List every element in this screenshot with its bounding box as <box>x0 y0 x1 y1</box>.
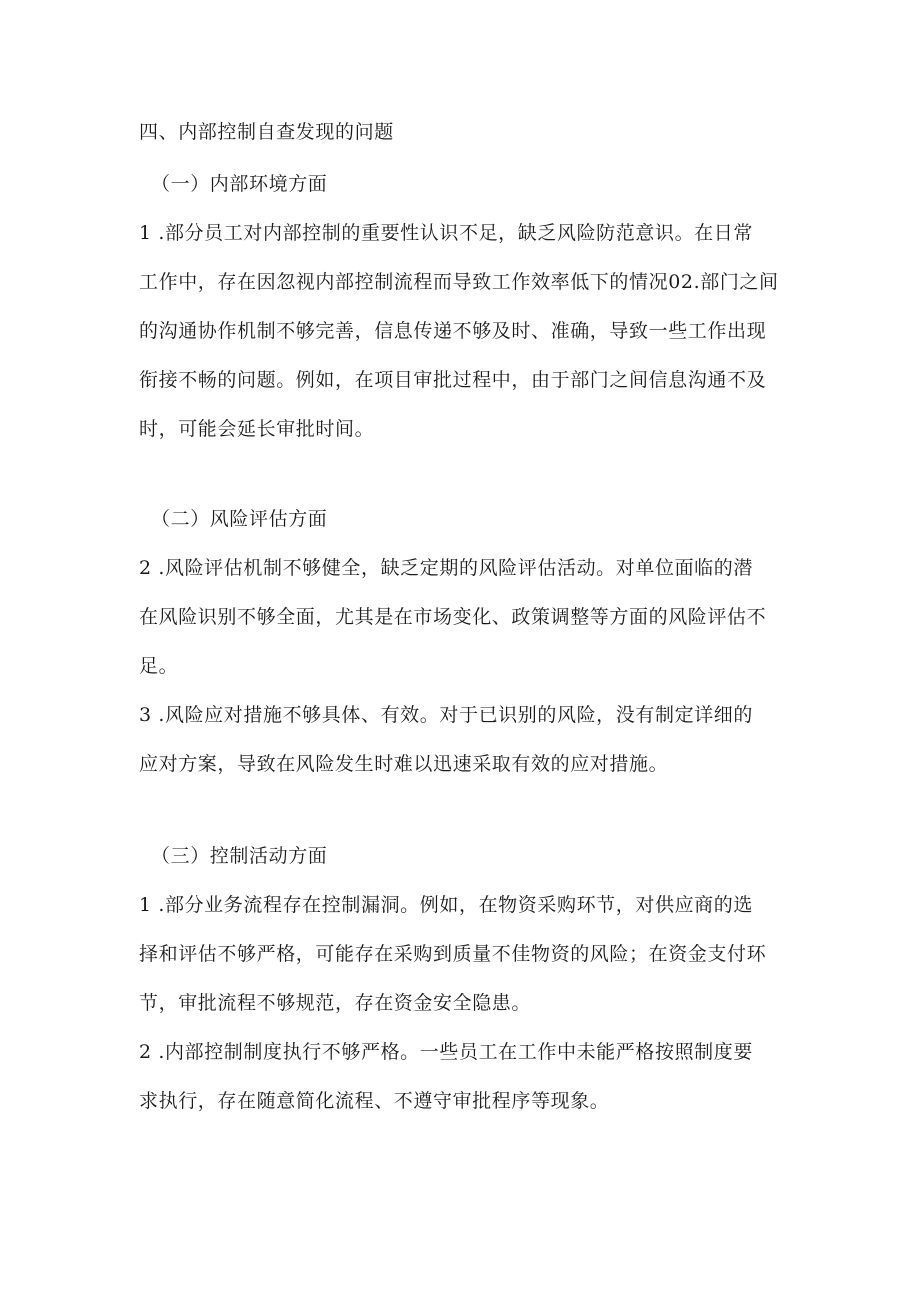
paragraph-line: 工作中，存在因忽视内部控制流程而导致工作效率低下的情况02.部门之间 <box>139 271 779 293</box>
paragraph-line: 足。 <box>139 655 179 677</box>
paragraph-line: 1 .部分员工对内部控制的重要性认识不足，缺乏风险防范意识。在日常 <box>139 222 753 244</box>
paragraph-line: 3 .风险应对措施不够具体、有效。对于已识别的风险，没有制定详细的 <box>139 704 753 726</box>
paragraph-line: 1 .部分业务流程存在控制漏洞。例如，在物资采购环节，对供应商的选 <box>139 894 753 916</box>
section-heading-2: （二）风险评估方面 <box>151 508 328 530</box>
section-heading-1: （一）内部环境方面 <box>151 173 328 195</box>
paragraph-line: 衔接不畅的问题。例如，在项目审批过程中，由于部门之间信息沟通不及 <box>139 369 767 391</box>
paragraph-line: 在风险识别不够全面，尤其是在市场变化、政策调整等方面的风险评估不 <box>139 606 767 628</box>
paragraph-line: 择和评估不够严格，可能存在采购到质量不佳物资的风险；在资金支付环 <box>139 943 767 965</box>
paragraph-line: 2 .内部控制制度执行不够严格。一些员工在工作中未能严格按照制度要 <box>139 1041 753 1063</box>
section-heading-3: （三）控制活动方面 <box>151 845 328 867</box>
paragraph-line: 2 .风险评估机制不够健全，缺乏定期的风险评估活动。对单位面临的潜 <box>139 557 753 579</box>
paragraph-line: 求执行，存在随意简化流程、不遵守审批程序等现象。 <box>139 1090 610 1112</box>
document-title: 四、内部控制自查发现的问题 <box>139 121 394 143</box>
paragraph-line: 的沟通协作机制不够完善，信息传递不够及时、准确，导致一些工作出现 <box>139 320 767 342</box>
paragraph-line: 时，可能会延长审批时间。 <box>139 418 375 440</box>
paragraph-line: 应对方案，导致在风险发生时难以迅速采取有效的应对措施。 <box>139 753 669 775</box>
paragraph-line: 节，审批流程不够规范，存在资金安全隐患。 <box>139 992 532 1014</box>
